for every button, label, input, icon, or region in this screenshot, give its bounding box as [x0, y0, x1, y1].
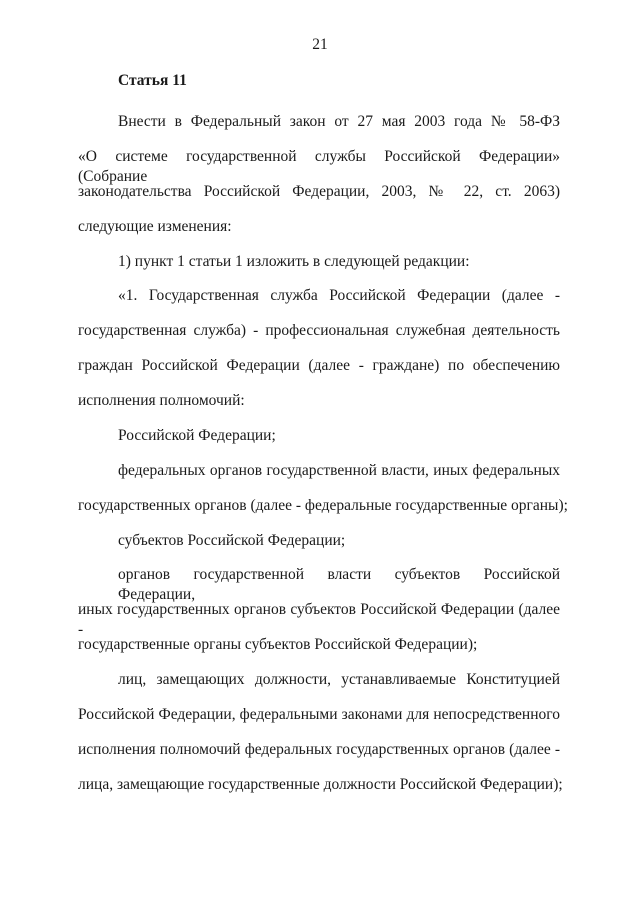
text-line: исполнения полномочий федеральных государственных органов (далее -: [78, 741, 560, 758]
text-line: субъектов Российской Федерации;: [118, 532, 346, 549]
text-line: 1) пункт 1 статьи 1 изложить в следующей редакции:: [118, 253, 470, 270]
text-line: Внести в Федеральный закон от 27 мая 2003 года № 58-ФЗ: [118, 113, 560, 130]
text-line: иных государственных органов субъектов Российской Федерации (далее -: [78, 601, 560, 638]
text-line: Российской Федерации;: [118, 427, 276, 444]
text-line: исполнения полномочий:: [78, 392, 245, 409]
text-line: «О системе государственной службы Российской Федерации» (Собрание: [78, 148, 560, 185]
text-line: органов государственной власти субъектов Российской Федерации,: [118, 566, 560, 603]
text-line: Российской Федерации, федеральными законами для непосредственного: [78, 706, 560, 723]
text-line: государственных органов (далее - федеральные государственные органы);: [78, 497, 568, 514]
text-line: государственные органы субъектов Российской Федерации);: [78, 636, 478, 653]
text-line: законодательства Российской Федерации, 2003, № 22, ст. 2063): [78, 183, 560, 200]
text-line: лица, замещающие государственные должности Российской Федерации);: [78, 776, 563, 793]
page-number: 21: [312, 36, 328, 53]
text-line: граждан Российской Федерации (далее - граждане) по обеспечению: [78, 357, 560, 374]
text-line: «1. Государственная служба Российской Федерации (далее -: [118, 287, 560, 304]
article-heading: Статья 11: [118, 72, 187, 89]
text-line: лиц, замещающих должности, устанавливаемые Конституцией: [118, 671, 560, 688]
text-line: следующие изменения:: [78, 218, 232, 235]
text-line: государственная служба) - профессиональная служебная деятельность: [78, 322, 560, 339]
text-line: федеральных органов государственной власти, иных федеральных: [118, 462, 560, 479]
